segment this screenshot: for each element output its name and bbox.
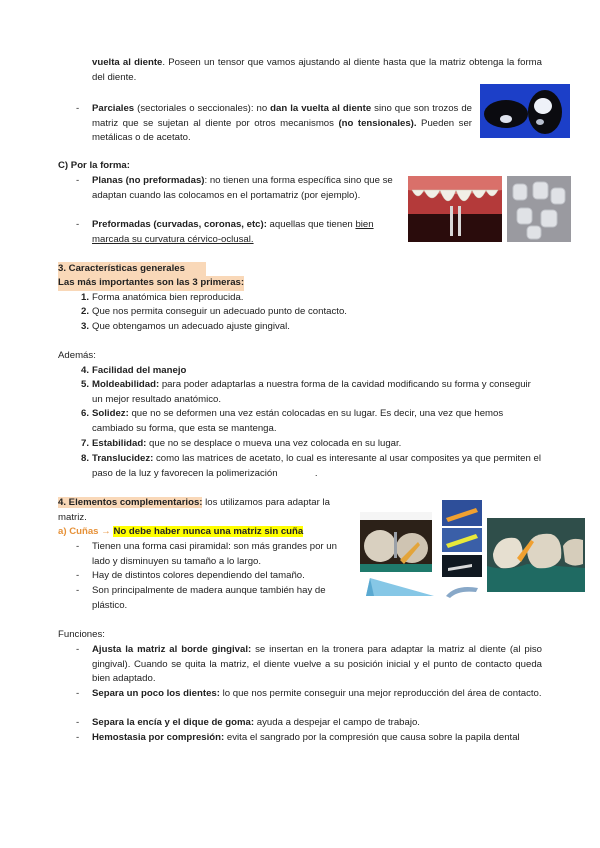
list-item: Son principalmente de madera aunque también hay de plástico.: [92, 585, 326, 611]
top-continuation: vuelta al diente. Poseen un tensor que vamos ajustando al diente hasta que la matriz obtenga la forma del diente.: [92, 57, 542, 83]
bullet-dash: -: [76, 717, 80, 728]
list-item: Hay de distintos colores dependiendo del tamaño.: [92, 570, 305, 581]
list-number: 3.: [80, 321, 89, 332]
parciales-item: Parciales (sectoriales o seccionales): no dan la vuelta al diente sino que son trozos de matriz que se sujetan al diente por otros mecanismos (no tensionales). Pueden ser metálicas o de acetato.: [92, 103, 473, 144]
list-number: 7.: [80, 438, 89, 449]
wedge-blue-image: [360, 574, 440, 600]
bullet-dash: -: [76, 585, 80, 596]
list-number: 5.: [80, 379, 89, 390]
list-number: 2.: [80, 306, 89, 317]
list-item: Que obtengamos un adecuado ajuste gingival.: [92, 321, 290, 332]
wedge-clinical-image: [360, 512, 432, 572]
list-item: Estabilidad: que no se desplace o mueva una vez colocada en su lugar.: [92, 438, 402, 449]
list-item: Separa un poco los dientes: lo que nos permite conseguir una mejor reproducción del área de contacto.: [92, 688, 542, 699]
list-item: Separa la encía y el dique de goma: ayuda a despejar el campo de trabajo.: [92, 717, 420, 728]
list-number: 8.: [80, 453, 89, 464]
bullet-dash: -: [76, 688, 80, 699]
bullet-dash: -: [76, 541, 80, 552]
list-number: 4.: [80, 365, 89, 376]
crown-forms-image: [507, 176, 571, 242]
section3-subheading: Las más importantes son las 3 primeras:: [58, 276, 244, 291]
list-item: Hemostasia por compresión: evita el sangrado por la compresión que causa sobre la papila dental: [92, 732, 520, 743]
list-number: 1.: [80, 292, 89, 303]
funciones-label: Funciones:: [58, 629, 105, 640]
list-item: Ajusta la matriz al borde gingival: se insertan en la tronera para adaptar la matriz al diente (al piso gingival). Cuando se quita la matriz, el diente vuelve a su posición inicial y el punto de contacto queda bien adaptado.: [92, 644, 543, 685]
forma-heading: C) Por la forma:: [58, 160, 130, 171]
list-item: Que nos permita conseguir un adecuado punto de contacto.: [92, 306, 347, 317]
cunas-heading: a) Cuñas → No debe haber nunca una matriz sin cuña: [58, 526, 304, 537]
partial-matrices-image: [480, 84, 570, 138]
bullet-dash: -: [76, 644, 80, 655]
bullet-dash: -: [76, 570, 80, 581]
bullet-dash: -: [76, 175, 80, 186]
planas-item: Planas (no preformadas): no tienen una forma específica sino que se adaptan cuando las colocamos en el portamatriz (por ejemplo).: [92, 175, 393, 201]
wedge-tooth-image: [487, 518, 585, 592]
list-item: Forma anatómica bien reproducida.: [92, 292, 244, 303]
bullet-dash: -: [76, 103, 80, 114]
preformadas-item: Preformadas (curvadas, coronas, etc): aquellas que tienen bien marcada su curvatura cérvico-oclusal.: [92, 219, 374, 245]
section4-heading: 4. Elementos complementarios: los utilizamos para adaptar la matriz.: [58, 497, 330, 523]
list-item: Solidez: que no se deformen una vez están colocadas en su lugar. Es decir, una vez que hemos cambiado su forma, que esta se mantenga.: [92, 408, 504, 434]
bullet-dash: -: [76, 732, 80, 743]
wedge-types-image: [442, 500, 482, 600]
section3-heading: 3. Características generales: [58, 262, 206, 277]
list-item: Facilidad del manejo: [92, 365, 187, 376]
teeth-matrices-image: [408, 176, 502, 242]
ademas-label: Además:: [58, 350, 96, 361]
list-item: Tienen una forma casi piramidal: son más grandes por un lado y disminuyen su tamaño a lo largo.: [92, 541, 337, 567]
bullet-dash: -: [76, 219, 80, 230]
list-number: 6.: [80, 408, 89, 419]
list-item: Translucidez: como las matrices de acetato, lo cual es interesante al usar composites ya que permiten el paso de la luz y favorecen la polimerización .: [92, 453, 544, 479]
list-item: Moldeabilidad: para poder adaptarlas a nuestra forma de la cavidad modificando su forma y conseguir un mejor resultado anatómico.: [92, 379, 531, 405]
